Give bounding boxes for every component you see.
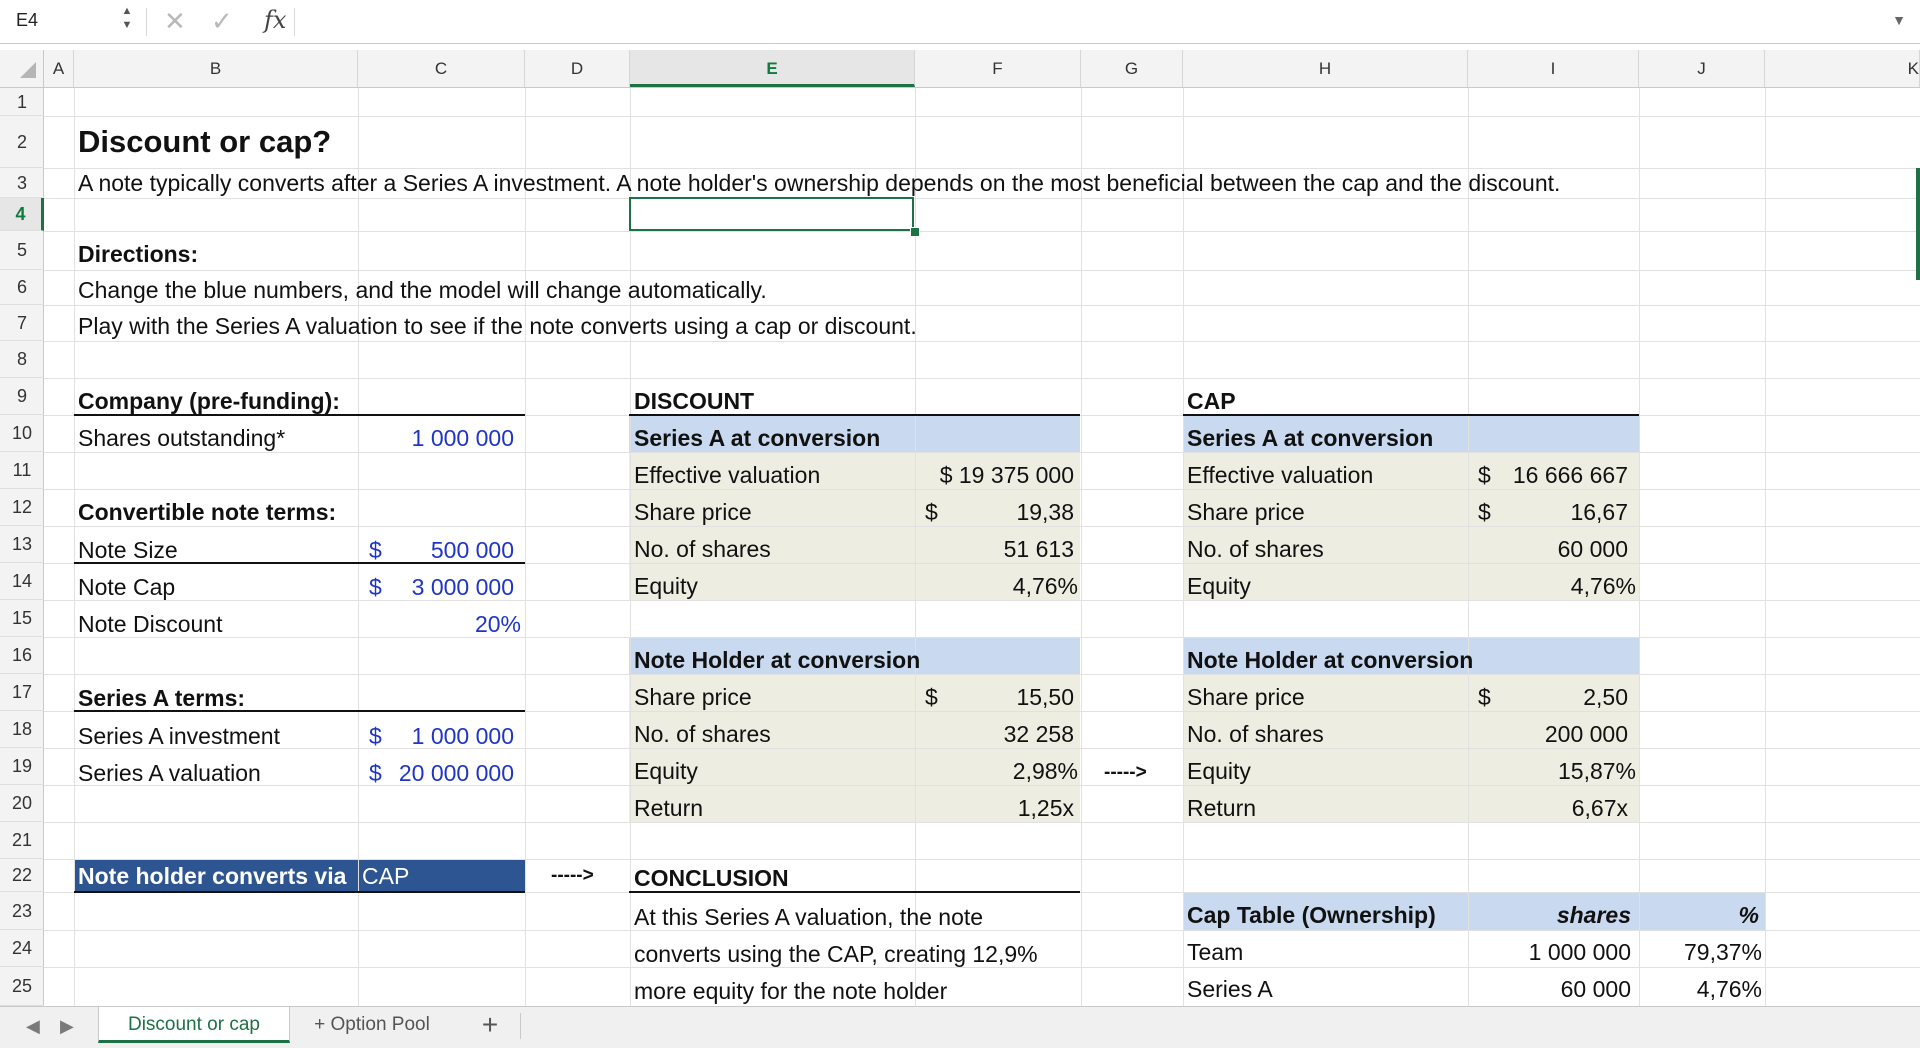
column-header-i[interactable]: I — [1468, 50, 1639, 87]
gridline — [1081, 88, 1082, 1006]
row-header[interactable]: 11 — [0, 452, 44, 489]
cap-holder-equity-label: Equity — [1187, 758, 1251, 784]
chevron-down-icon[interactable]: ▼ — [1892, 12, 1906, 28]
gridline — [44, 526, 1920, 527]
conclusion-line-3: more equity for the note holder — [634, 978, 948, 1004]
gridline — [1765, 88, 1766, 1006]
discount-shares-value: 51 613 — [1003, 536, 1074, 562]
discount-holder-price-value: 15,50 — [1016, 684, 1074, 710]
row-header[interactable]: 18 — [0, 711, 44, 748]
cap-holder-price-value: 2,50 — [1583, 684, 1628, 710]
row-header[interactable]: 9 — [0, 378, 44, 415]
conclusion-line-1: At this Series A valuation, the note — [634, 904, 984, 930]
row-header[interactable]: 19 — [0, 748, 44, 785]
series-a-investment-label: Series A investment — [78, 723, 280, 749]
note-cap-label: Note Cap — [78, 574, 176, 600]
series-a-investment-input[interactable]: 1 000 000 — [411, 723, 514, 749]
cap-eff-val-currency: $ — [1478, 462, 1491, 488]
direction-2: Play with the Series A valuation to see if the note converts using a cap or discount. — [78, 313, 917, 339]
conclusion-heading: CONCLUSION — [634, 865, 789, 891]
row-header[interactable]: 10 — [0, 415, 44, 452]
row-header[interactable]: 14 — [0, 563, 44, 600]
cap-holder-shares-label: No. of shares — [1187, 721, 1324, 747]
cap-table-row-label: Team — [1187, 939, 1244, 965]
cap-shares-value: 60 000 — [1557, 536, 1628, 562]
gridline — [44, 270, 1920, 271]
discount-holder-price-currency: $ — [925, 684, 938, 710]
column-header-a[interactable]: A — [44, 50, 74, 87]
scroll-marker — [1916, 168, 1920, 280]
gridline — [44, 822, 1920, 823]
cap-table-row-pct: 79,37% — [1683, 939, 1762, 965]
column-header-g[interactable]: G — [1081, 50, 1183, 87]
column-header-e[interactable]: E — [630, 50, 915, 87]
row-headers — [0, 88, 44, 1006]
row-header[interactable]: 1 — [0, 88, 44, 116]
gridline — [358, 88, 359, 1006]
company-heading: Company (pre-funding): — [78, 388, 340, 414]
row-header[interactable]: 7 — [0, 305, 44, 341]
cap-series-a-heading: Series A at conversion — [1187, 425, 1434, 451]
gridline — [525, 88, 526, 1006]
row-header[interactable]: 12 — [0, 489, 44, 526]
series-a-valuation-label: Series A valuation — [78, 760, 261, 786]
cap-table-heading: Cap Table (Ownership) — [1187, 902, 1436, 928]
column-header-h[interactable]: H — [1183, 50, 1468, 87]
shares-outstanding-input[interactable]: 1 000 000 — [411, 425, 514, 451]
cap-shares-label: No. of shares — [1187, 536, 1324, 562]
cap-equity-label: Equity — [1187, 573, 1251, 599]
note-discount-label: Note Discount — [78, 611, 223, 637]
divider — [146, 8, 147, 36]
row-header[interactable]: 4 — [0, 198, 44, 231]
gridline — [915, 88, 916, 1006]
row-header[interactable]: 24 — [0, 930, 44, 967]
column-header-c[interactable]: C — [358, 50, 525, 87]
discount-equity-label: Equity — [634, 573, 698, 599]
next-sheet-icon[interactable]: ▶ — [60, 1016, 74, 1036]
row-header[interactable]: 17 — [0, 674, 44, 711]
discount-holder-return-label: Return — [634, 795, 704, 821]
cap-share-price-currency: $ — [1478, 499, 1491, 525]
discount-holder-shares-value: 32 258 — [1003, 721, 1074, 747]
row-header[interactable]: 13 — [0, 526, 44, 563]
column-header-j[interactable]: J — [1639, 50, 1765, 87]
discount-share-price-currency: $ — [925, 499, 938, 525]
cap-header-border — [1183, 414, 1639, 416]
series-a-valuation-currency: $ — [369, 760, 382, 786]
discount-heading: DISCOUNT — [634, 388, 755, 414]
column-header-k[interactable]: K — [1765, 50, 1920, 87]
cancel-icon[interactable]: ✕ — [164, 6, 186, 36]
shares-outstanding-label: Shares outstanding* — [78, 425, 286, 451]
row-header[interactable]: 6 — [0, 270, 44, 305]
row-header[interactable]: 5 — [0, 231, 44, 270]
cap-holder-price-currency: $ — [1478, 684, 1491, 710]
tab-option-pool[interactable]: + Option Pool — [314, 1014, 430, 1035]
previous-sheet-icon[interactable]: ◀ — [26, 1016, 40, 1036]
discount-holder-return-value: 1,25x — [1017, 795, 1074, 821]
gridline — [1183, 88, 1184, 1006]
gridline — [44, 116, 1920, 117]
discount-holder-price-label: Share price — [634, 684, 752, 710]
row-header[interactable]: 8 — [0, 341, 44, 378]
column-header-f[interactable]: F — [915, 50, 1081, 87]
gridline — [44, 452, 1920, 453]
discount-holder-equity-label: Equity — [634, 758, 698, 784]
select-all-icon — [20, 62, 36, 78]
gridline — [44, 859, 1920, 860]
discount-series-a-heading: Series A at conversion — [634, 425, 881, 451]
directions-label: Directions: — [78, 241, 199, 267]
gridline — [1468, 88, 1469, 1006]
column-header-b[interactable]: B — [74, 50, 358, 87]
series-a-valuation-input[interactable]: 20 000 000 — [398, 760, 514, 786]
cap-holder-return-value: 6,67x — [1571, 795, 1628, 821]
row-header[interactable]: 21 — [0, 822, 44, 859]
cap-heading: CAP — [1187, 388, 1236, 414]
discount-holder-heading: Note Holder at conversion — [634, 647, 921, 673]
cap-holder-return-label: Return — [1187, 795, 1257, 821]
row-header[interactable]: 25 — [0, 967, 44, 1006]
note-size-currency: $ — [369, 537, 382, 563]
discount-holder-shares-label: No. of shares — [634, 721, 771, 747]
gridline — [44, 378, 1920, 379]
result-border — [74, 891, 525, 893]
name-box[interactable]: E4 — [16, 10, 39, 30]
gridline — [44, 305, 1920, 306]
result-value: CAP — [362, 863, 410, 889]
fill-handle[interactable] — [910, 227, 920, 237]
direction-1: Change the blue numbers, and the model will change automatically. — [78, 277, 767, 303]
cap-share-price-value: 16,67 — [1570, 499, 1628, 525]
discount-equity-value: 4,76% — [1012, 573, 1078, 599]
cap-equity-value: 4,76% — [1570, 573, 1636, 599]
formula-bar — [0, 0, 1920, 44]
discount-share-price-label: Share price — [634, 499, 752, 525]
note-size-label: Note Size — [78, 537, 178, 563]
row-header[interactable]: 22 — [0, 859, 44, 892]
formula-input[interactable] — [302, 6, 1886, 40]
gridline — [44, 748, 1920, 749]
row-header[interactable]: 2 — [0, 116, 44, 168]
divider — [294, 8, 295, 36]
gridline — [44, 198, 1920, 199]
gridline — [44, 637, 1920, 638]
cap-table-row-shares: 1 000 000 — [1528, 939, 1631, 965]
cap-holder-heading: Note Holder at conversion — [1187, 647, 1474, 673]
conclusion-line-2: converts using the CAP, creating 12,9% — [634, 941, 1038, 967]
series-a-investment-currency: $ — [369, 723, 382, 749]
column-headers — [0, 50, 1920, 88]
name-box-stepper-icon[interactable]: ▲ ▼ — [121, 5, 133, 31]
tab-discount-or-cap[interactable]: Discount or cap — [98, 1007, 290, 1043]
cap-table-row-shares: 60 000 — [1560, 976, 1631, 1002]
result-arrow: -----> — [551, 865, 594, 886]
gridline — [1639, 88, 1640, 1006]
note-terms-heading: Convertible note terms: — [78, 499, 337, 525]
row-header[interactable]: 15 — [0, 600, 44, 637]
cap-table-col-shares: shares — [1556, 902, 1631, 928]
column-header-d[interactable]: D — [525, 50, 630, 87]
select-all-button[interactable] — [0, 50, 44, 87]
gridline — [74, 88, 75, 1006]
note-size-input[interactable]: 500 000 — [430, 537, 514, 563]
add-sheet-button[interactable]: + — [481, 1009, 499, 1040]
compare-arrow: -----> — [1104, 762, 1147, 783]
cap-holder-equity-value: 15,87% — [1557, 758, 1636, 784]
cap-share-price-label: Share price — [1187, 499, 1305, 525]
result-label: Note holder converts via — [78, 863, 347, 889]
cap-table-row-label: Series A — [1187, 976, 1273, 1002]
gridline — [44, 600, 1920, 601]
cap-table-row-pct: 4,76% — [1696, 976, 1762, 1002]
cap-holder-price-label: Share price — [1187, 684, 1305, 710]
divider — [520, 1013, 521, 1039]
sheet-title: Discount or cap? — [78, 124, 332, 159]
cap-holder-shares-value: 200 000 — [1544, 721, 1628, 747]
gridline — [44, 231, 1920, 232]
row-header[interactable]: 20 — [0, 785, 44, 822]
gridline — [44, 489, 1920, 490]
gridline — [44, 341, 1920, 342]
note-cap-currency: $ — [369, 574, 382, 600]
cap-eff-val-label: Effective valuation — [1187, 462, 1374, 488]
cap-eff-val-value: 16 666 667 — [1512, 462, 1628, 488]
discount-shares-label: No. of shares — [634, 536, 771, 562]
row-header[interactable]: 3 — [0, 168, 44, 198]
discount-share-price-value: 19,38 — [1016, 499, 1074, 525]
intro-text: A note typically converts after a Series A investment. A note holder's ownership depends on the most beneficial between the cap and the discount. — [78, 170, 1561, 196]
discount-holder-equity-value: 2,98% — [1012, 758, 1078, 784]
note-cap-input[interactable]: 3 000 000 — [411, 574, 514, 600]
gridline — [44, 785, 1920, 786]
row-header[interactable]: 23 — [0, 892, 44, 930]
gridline — [44, 674, 1920, 675]
sheet-grid[interactable] — [44, 88, 1920, 1006]
active-cell-e4[interactable] — [629, 197, 914, 231]
cap-table-col-pct: % — [1738, 902, 1759, 928]
sheet-tab-bar — [0, 1006, 1920, 1048]
confirm-icon[interactable]: ✓ — [211, 6, 233, 36]
discount-eff-val-value: $ 19 375 000 — [939, 462, 1074, 488]
discount-eff-val-label: Effective valuation — [634, 462, 821, 488]
row-header[interactable]: 16 — [0, 637, 44, 674]
note-discount-input[interactable]: 20% — [474, 611, 521, 637]
series-a-terms-heading: Series A terms: — [78, 685, 246, 711]
function-icon[interactable]: fx — [264, 6, 287, 34]
